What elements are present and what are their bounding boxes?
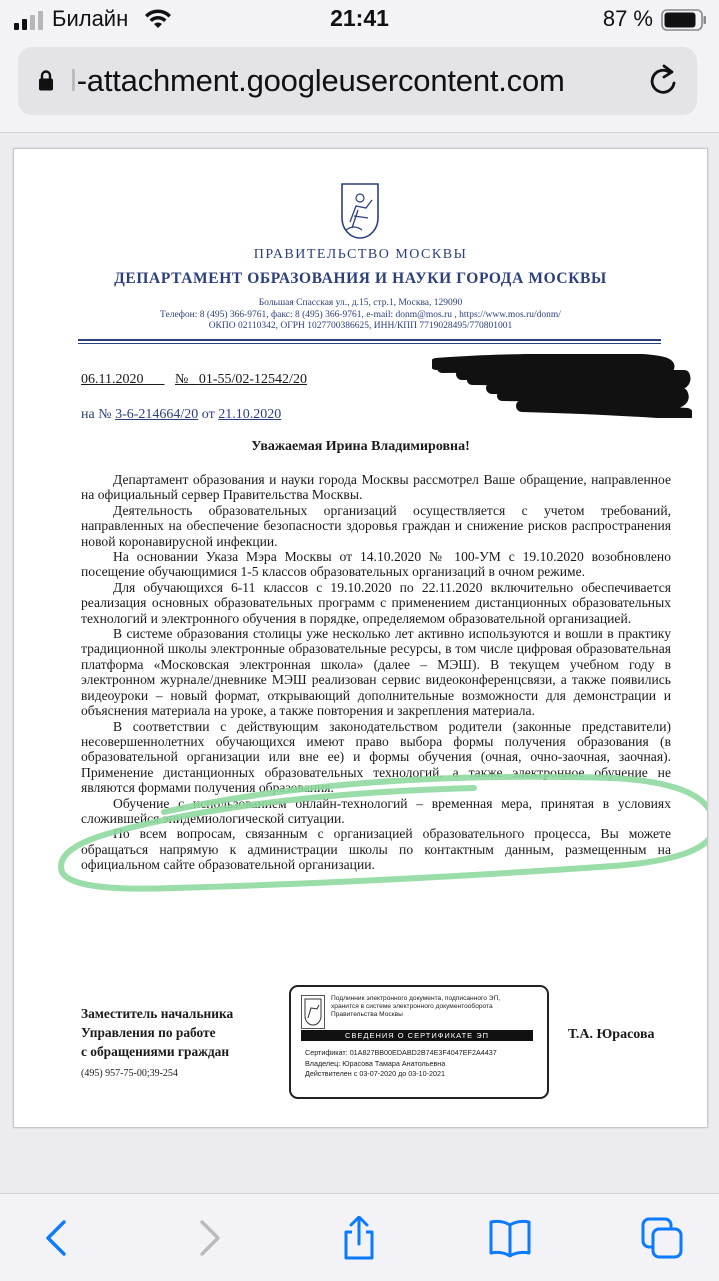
address-line: Телефон: 8 (495) 366-9761, факс: 8 (495) 366-9761, e-mail: donm@mos.ru , https://www.mos.ru/donm/ (160, 309, 561, 320)
stamp-detail-line: Владелец: Юрасова Тамара Анатольевна (305, 1058, 446, 1068)
electronic-signature-stamp (289, 985, 549, 1099)
letter-number: 01-55/02-12542/20 (198, 372, 307, 387)
web-content[interactable] (0, 133, 719, 1193)
ref-date: 21.10.2020 (218, 407, 282, 422)
paragraph: На основании Указа Мэра Москвы от 14.10.2020 № 100-УМ с 19.10.2020 возобновлено посещение обучающимися 1-5 классов образовательных организаций в очном режиме. (81, 549, 671, 580)
outgoing-reference (81, 372, 307, 388)
ref-number: 3-6-214664/20 (115, 407, 199, 422)
paragraph: Обучение с использованием онлайн-технологий – временная мера, принятая в условиях сложившейся эпидемиологической ситуации. (81, 795, 671, 826)
greeting: Уважаемая Ирина Владимировна! (251, 439, 470, 454)
paragraph: Департамент образования и науки города Москвы рассмотрел Ваше обращение, направленное на официальный сервер Правительства Москвы. (81, 472, 671, 503)
letterhead-rule-thin (78, 343, 661, 344)
stamp-detail-line: Действителен с 03-07-2020 до 03-10-2021 (305, 1069, 446, 1078)
signer-title-line: Заместитель начальника (81, 1006, 234, 1021)
url-prefix: l (70, 63, 77, 98)
number-label: № (174, 372, 189, 387)
letter-document (13, 148, 708, 1128)
cellular-signal-icon (14, 10, 46, 30)
ref-prefix: на № (81, 407, 116, 422)
book-icon[interactable] (488, 1216, 532, 1260)
status-bar (0, 0, 719, 42)
letter-date: 06.11.2020 (81, 372, 144, 387)
safari-toolbar (0, 1193, 719, 1281)
stamp-header-line: Правительства Москвы (331, 1011, 403, 1018)
url-host: -attachment.googleusercontent.com (76, 63, 565, 98)
signer-title-line: с обращениями граждан (81, 1044, 230, 1059)
address-line: Большая Спасская ул., д.15, стр.1, Москва, 129090 (258, 298, 463, 308)
url-text[interactable] (70, 63, 565, 99)
paragraph: Деятельность образовательных организаций осуществляется с учетом требований, направленных на обеспечение безопасности здоровья граждан и снижение рисков распространения новой коронавирусной инфекции. (81, 502, 671, 549)
government-header: ПРАВИТЕЛЬСТВО МОСКВЫ (253, 247, 468, 262)
battery-percentage: 87 % (602, 6, 653, 31)
battery-icon (661, 9, 707, 31)
letterhead-rule (78, 339, 661, 341)
paragraph: В соответствии с действующим законодательством родители (законные представители) несовершеннолетних обучающихся имеют право выбора формы получения образования (в образовательной организации или вне ее) и формы обучения (очная, очно-заочная, заочная). Применение дистанционных образовательных технологий, а также электронное обучение не являются формами получения образования. (81, 718, 671, 796)
contact-phone: (495) 957-75-00;39-254 (81, 1068, 178, 1079)
paragraph: Для обучающихся 6-11 классов с 19.10.2020 по 22.11.2020 включительно обеспечивается реализация основных образовательных программ с применением дистанционных образовательных технологий и электронного обучения в порядке, определяемом образовательной организацией. (81, 579, 671, 626)
stamp-detail-line: Сертификат: 01A827BB00EDABD2B74E3F4047EF2A4437 (305, 1048, 497, 1057)
address-line: ОКПО 02110342, ОГРН 1027700386625, ИНН/КПП 7719028495/770801001 (208, 321, 513, 331)
department-header: ДЕПАРТАМЕНТ ОБРАЗОВАНИЯ И НАУКИ ГОРОДА МОСКВЫ (114, 270, 607, 287)
stamp-coat-of-arms-icon (301, 995, 325, 1029)
status-time: 21:41 (330, 5, 389, 31)
stamp-header-line: Подлинник электронного документа, подписанного ЭП, (331, 995, 501, 1002)
stamp-certificate-bar: СВЕДЕНИЯ О СЕРТИФИКАТЕ ЭП (301, 1030, 533, 1041)
address-block (14, 298, 707, 333)
green-highlight-loop (54, 774, 708, 904)
tabs-icon[interactable] (640, 1216, 684, 1260)
share-icon[interactable] (337, 1216, 381, 1260)
stamp-header (331, 995, 543, 1019)
stamp-certificate-details (305, 1048, 541, 1080)
paragraph: В системе образования столицы уже несколько лет активно используются и вошли в практику традиционной школы электронные образовательные ресурсы, в том числе цифровая образовательная платформа «Московская электронная школа» (далее – МЭШ). В текущем учебном году в электронном журнале/дневнике МЭШ реализован сервис видеоконференцсвязи, а также появились видеоуроки – новый формат, открывающий дополнительные возможности для демонстрации и объяснения материала на уроке, а также повторения и закрепления материала. (81, 626, 671, 719)
ref-mid: от (198, 407, 219, 422)
chevron-right-icon[interactable] (188, 1216, 232, 1260)
redaction-scribble (432, 354, 692, 418)
signer-name: Т.А. Юрасова (568, 1027, 655, 1042)
lock-icon (38, 69, 54, 91)
stamp-header-line: хранится в системе электронного документооборота (331, 1003, 493, 1010)
paragraph: По всем вопросам, связанным с организацией образовательного процесса, Вы можете обращаться напрямую к администрации школы по контактным данным, размещенным на официальном сайте образовательной организации. (81, 826, 671, 873)
chevron-left-icon[interactable] (34, 1216, 78, 1260)
signer-title (81, 1004, 291, 1061)
moscow-coat-of-arms-icon (340, 182, 380, 240)
signer-title-line: Управления по работе (81, 1025, 216, 1040)
address-bar[interactable] (18, 47, 697, 115)
carrier-name: Билайн (52, 6, 129, 31)
reload-icon[interactable] (647, 63, 681, 99)
incoming-reference (81, 407, 281, 423)
wifi-icon (143, 8, 173, 30)
